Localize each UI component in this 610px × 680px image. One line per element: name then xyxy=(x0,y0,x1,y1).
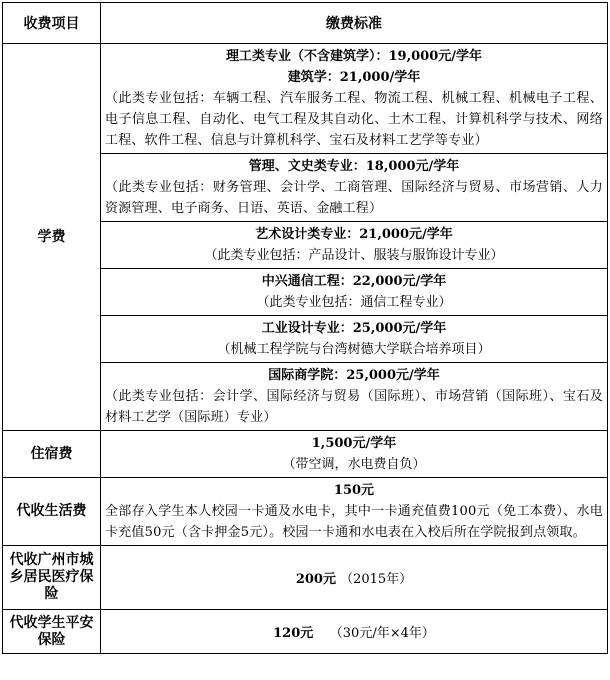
tuition-item-management xyxy=(101,154,607,222)
safety-amount: 120元 xyxy=(273,626,314,641)
tuition-item-desc: （此类专业包括：通信工程专业） xyxy=(256,295,452,310)
living-desc: 全部存入学生本人校园一卡通及水电卡，其中一卡通充值费100元（免工本费）、水电卡充值50元（含卡押金5元）。校园一卡通和水电表在入校后所在学院报到点领取。 xyxy=(105,504,603,540)
living-amount: 150元 xyxy=(333,483,375,498)
safety-content xyxy=(101,610,608,654)
tuition-item-title: 艺术设计类专业：21,000元/学年 xyxy=(255,227,453,242)
living-row xyxy=(3,478,608,546)
tuition-item-title: 理工类专业（不含建筑学）：19,000元/学年 xyxy=(225,49,482,64)
accommodation-note: （带空调，水电费自负） xyxy=(282,457,426,472)
tuition-item-desc: （此类专业包括：财务管理、会计学、工商管理、国际经济与贸易、市场营销、人力资源管理、电子商务、日语、英语、金融工程） xyxy=(105,180,603,216)
tuition-item-title: 中兴通信工程：22,000元/学年 xyxy=(261,274,447,289)
medical-row xyxy=(3,546,608,610)
tuition-item-desc: （此类专业包括：产品设计、服装与服饰设计专业） xyxy=(204,248,504,263)
tuition-row xyxy=(3,44,608,431)
accommodation-content xyxy=(101,431,608,478)
tuition-content xyxy=(101,44,608,431)
safety-label: 代收学生平安保险 xyxy=(3,610,101,654)
header-standard: 缴费标准 xyxy=(101,3,608,44)
tuition-item-international xyxy=(101,363,607,428)
tuition-item-zte xyxy=(101,269,607,316)
tuition-item-industrial-design xyxy=(101,316,607,363)
tuition-label: 学费 xyxy=(3,44,101,431)
safety-row xyxy=(3,610,608,654)
tuition-item-title: 工业设计专业：25,000元/学年 xyxy=(261,321,447,336)
tuition-item-title: 国际商学院：25,000元/学年 xyxy=(268,368,440,383)
tuition-item-desc: （机械工程学院与台湾树德大学联合培养项目） xyxy=(217,342,491,357)
tuition-item-desc: （此类专业包括：车辆工程、汽车服务工程、物流工程、机械工程、机械电子工程、电子信息工程、自动化、电气工程及其自动化、土木工程、计算机科学与技术、网络工程、软件工程、信息与计算机科学、宝石及材料工艺学等专业） xyxy=(105,91,603,148)
safety-note: （30元/年×4年） xyxy=(329,626,435,641)
tuition-item-engineering xyxy=(101,46,607,154)
tuition-item-art xyxy=(101,222,607,269)
header-row xyxy=(3,3,608,44)
medical-note: （2015年） xyxy=(340,572,413,587)
accommodation-label: 住宿费 xyxy=(3,431,101,478)
medical-amount: 200元 xyxy=(295,572,336,587)
accommodation-row xyxy=(3,431,608,478)
medical-label: 代收广州市城乡居民医疗保险 xyxy=(3,546,101,610)
tuition-item-title2: 建筑学：21,000/学年 xyxy=(287,70,421,85)
tuition-item-title: 管理、文史类专业：18,000元/学年 xyxy=(248,159,460,174)
living-label: 代收生活费 xyxy=(3,478,101,546)
living-content xyxy=(101,478,608,546)
medical-content xyxy=(101,546,608,610)
accommodation-amount: 1,500元/学年 xyxy=(311,436,397,451)
header-item: 收费项目 xyxy=(3,3,101,44)
tuition-item-desc: （此类专业包括：会计学、国际经济与贸易（国际班）、市场营销（国际班）、宝石及材料工艺学（国际班）专业） xyxy=(105,389,603,425)
fee-table xyxy=(2,2,608,654)
